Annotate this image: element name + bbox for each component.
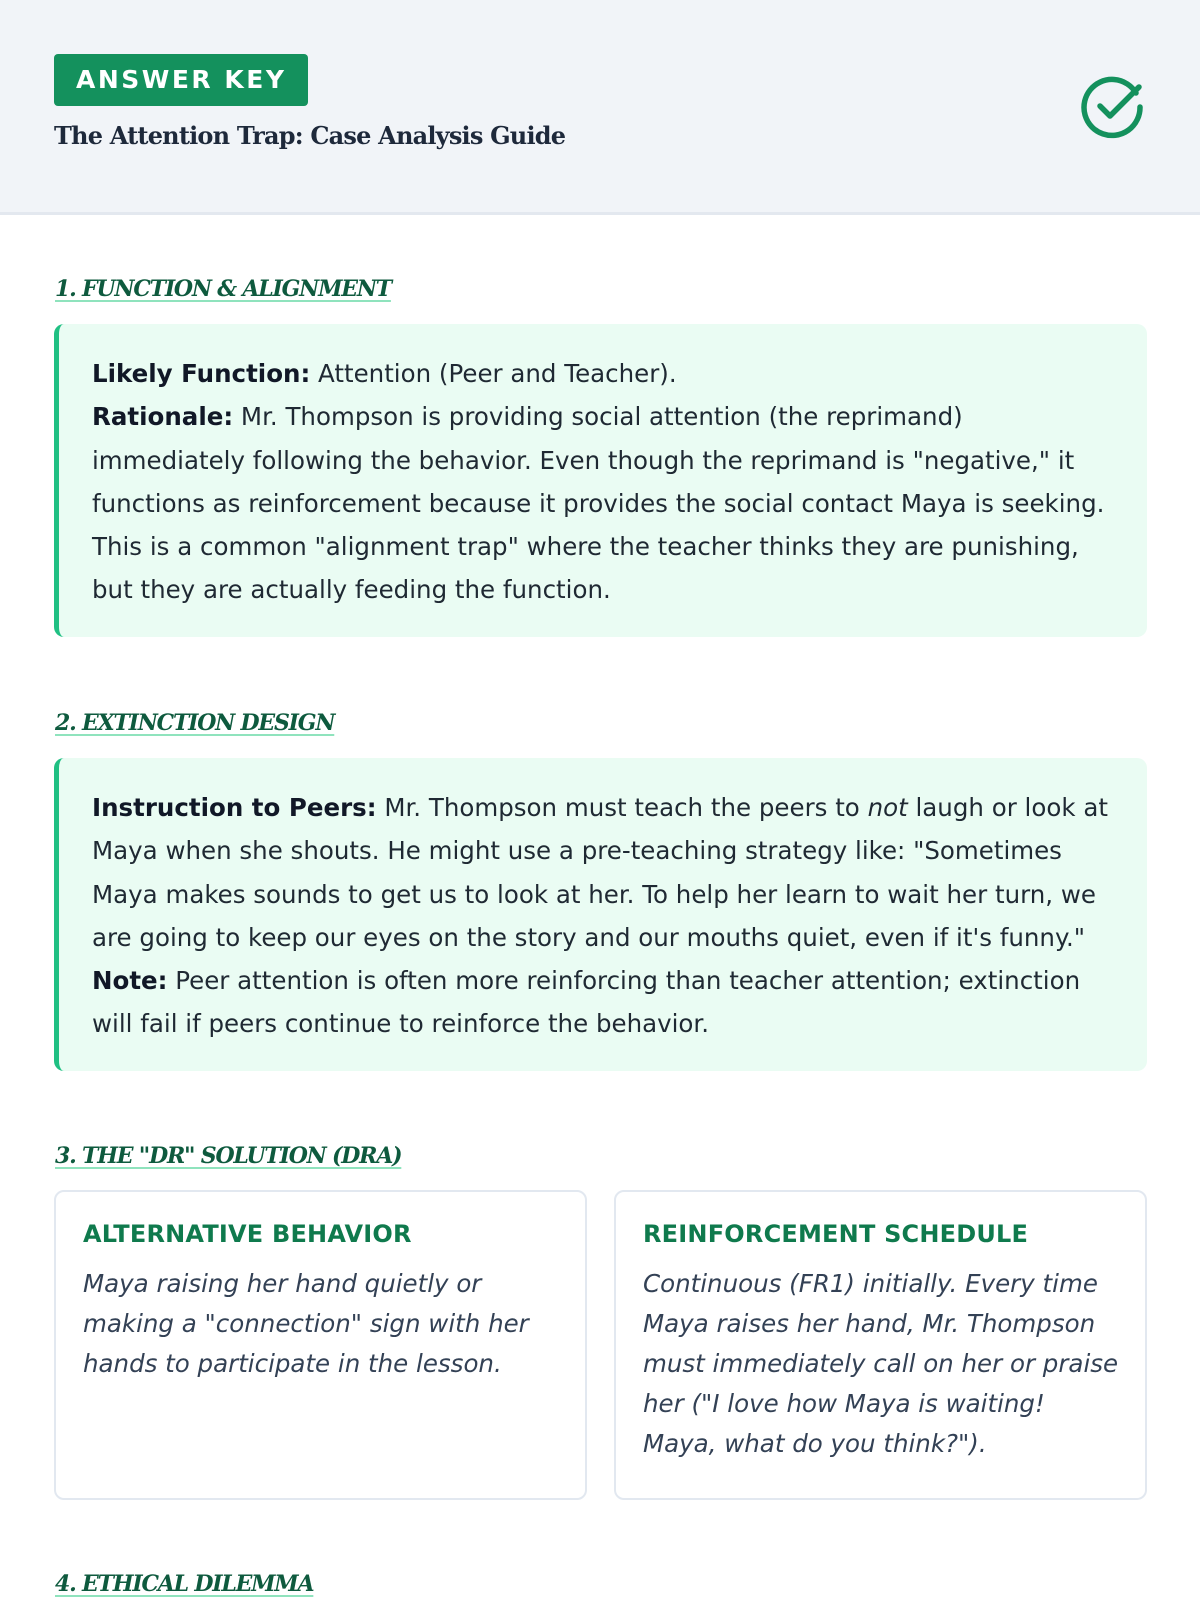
function-alignment-callout (54, 324, 1147, 637)
instruction-text-after: laugh or look at Maya when she shouts. He might use a pre-teaching strategy like: "Sometimes Maya makes sounds to get us to look at her. To help her learn to wait her turn, we are going to keep our eyes on the story and our mouths quiet, even if it's funny." (92, 793, 1108, 952)
extinction-design-callout (54, 758, 1147, 1071)
likely-function-value: Attention (Peer and Teacher). (310, 359, 677, 388)
instruction-text-before: Mr. Thompson must teach the peers to (376, 793, 868, 822)
check-circle-icon (1079, 74, 1145, 140)
reinforcement-schedule-title: REINFORCEMENT SCHEDULE (643, 1220, 1029, 1248)
note-value: Peer attention is often more reinforcing than teacher attention; extinction will fail if peers continue to reinforce the behavior. (92, 966, 1081, 1039)
instruction-to-peers-text (92, 786, 1119, 959)
likely-function-text (92, 352, 1119, 395)
note-label: Note: (92, 966, 168, 996)
instruction-to-peers-label: Instruction to Peers: (92, 793, 377, 822)
likely-function-label: Likely Function: (92, 359, 311, 388)
note-text (92, 959, 1119, 1046)
reinforcement-schedule-body: Continuous (FR1) initially. Every time Maya raises her hand, Mr. Thompson must immediately call on her or praise her ("I love how Maya is waiting! Maya, what do you think?"). (643, 1269, 1119, 1458)
alternative-behavior-card (54, 1190, 587, 1500)
alternative-behavior-body: Maya raising her hand quietly or making a "connection" sign with her hands to participate in the lesson. (83, 1269, 529, 1378)
rationale-text (92, 395, 1119, 611)
document-title: The Attention Trap: Case Analysis Guide (54, 121, 566, 150)
rationale-label: Rationale: (92, 402, 234, 432)
instruction-emphasis: not (867, 793, 908, 822)
reinforcement-schedule-card (614, 1190, 1147, 1500)
document-header (0, 0, 1200, 215)
answer-key-badge: ANSWER KEY (54, 54, 308, 106)
section-heading-extinction-design: 2. EXTINCTION DESIGN (55, 710, 335, 736)
section-heading-dr-solution: 3. THE "DR" SOLUTION (DRA) (55, 1143, 402, 1169)
section-heading-ethical-dilemma: 4. ETHICAL DILEMMA (55, 1571, 314, 1597)
alternative-behavior-title: ALTERNATIVE BEHAVIOR (83, 1220, 412, 1248)
section-heading-function-alignment: 1. FUNCTION & ALIGNMENT (55, 276, 391, 302)
rationale-value: Mr. Thompson is providing social attention (the reprimand) immediately following the behavior. Even though the reprimand is "negative," it functions as reinforcement because it provides the social contact Maya is seeking. This is a common "alignment trap" where the teacher thinks they are punishing, but they are actually feeding the function. (92, 402, 1105, 605)
